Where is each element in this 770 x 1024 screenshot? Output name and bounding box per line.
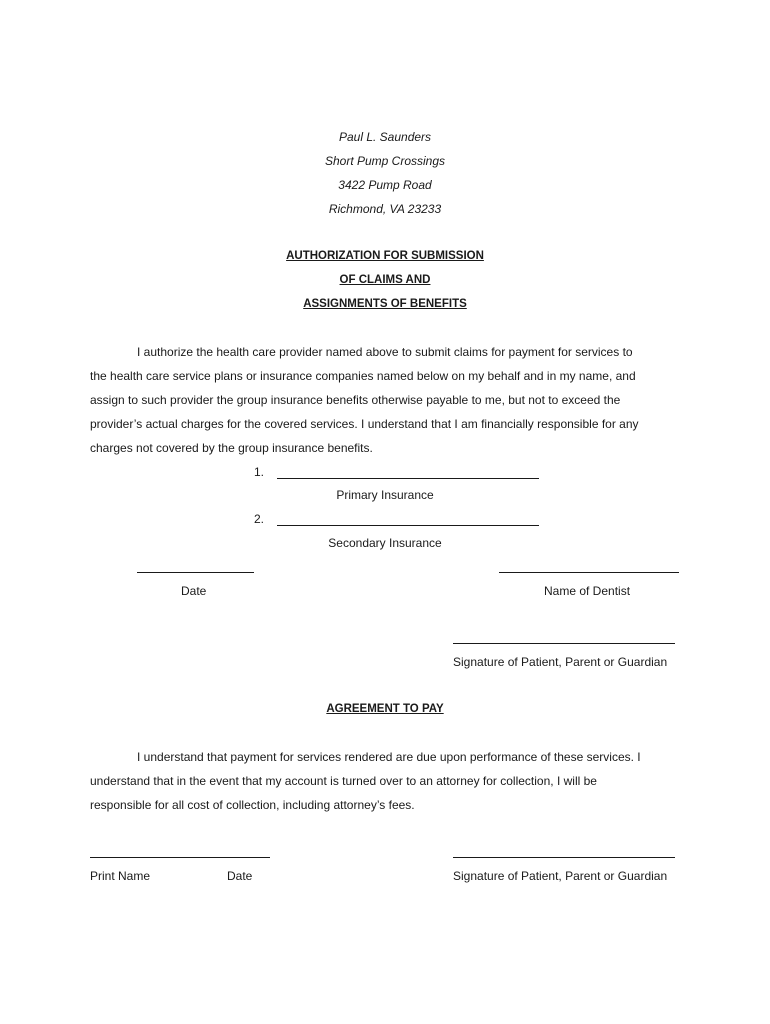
authorization-date-field[interactable] (137, 572, 254, 573)
agreement-signature-field[interactable] (453, 857, 675, 858)
authorization-paragraph-line: I authorize the health care provider named above to submit claims for payment for services to (137, 345, 633, 359)
address-line-3: Richmond, VA 23233 (328, 202, 442, 216)
authorization-title-line-2: OF CLAIMS AND (339, 274, 431, 286)
agreement-paragraph-line: I understand that payment for services rendered are due upon performance of these services. I (137, 750, 641, 764)
dentist-name-field[interactable] (499, 572, 679, 573)
primary-insurance-label: Primary Insurance (336, 488, 434, 502)
authorization-title-line-3: ASSIGNMENTS OF BENEFITS (303, 298, 467, 310)
dentist-name-label: Name of Dentist (544, 584, 631, 598)
authorization-signature-label: Signature of Patient, Parent or Guardian (453, 655, 668, 669)
print-name-label: Print Name (90, 869, 151, 883)
agreement-date-label: Date (227, 869, 253, 883)
authorization-paragraph-line: charges not covered by the group insurance benefits. (90, 441, 373, 455)
practitioner-name: Paul L. Saunders (338, 130, 432, 144)
agreement-signature-label: Signature of Patient, Parent or Guardian (453, 869, 668, 883)
primary-insurance-number: 1. (254, 465, 265, 479)
authorization-paragraph-line: provider’s actual charges for the covered services. I understand that I am financially responsible for any (90, 417, 639, 431)
secondary-insurance-field[interactable] (277, 525, 539, 526)
authorization-paragraph-line: assign to such provider the group insurance benefits otherwise payable to me, but not to exceed the (90, 393, 621, 407)
agreement-paragraph-line: responsible for all cost of collection, including attorney’s fees. (90, 798, 415, 812)
authorization-signature-field[interactable] (453, 643, 675, 644)
agreement-title: AGREEMENT TO PAY (326, 703, 444, 715)
print-name-date-field[interactable] (90, 857, 270, 858)
authorization-date-label: Date (181, 584, 207, 598)
authorization-paragraph-line: the health care service plans or insurance companies named below on my behalf and in my name, and (90, 369, 636, 383)
secondary-insurance-number: 2. (254, 512, 265, 526)
secondary-insurance-label: Secondary Insurance (328, 536, 442, 550)
primary-insurance-field[interactable] (277, 478, 539, 479)
agreement-paragraph-line: understand that in the event that my account is turned over to an attorney for collection, I will be (90, 774, 597, 788)
address-line-2: 3422 Pump Road (338, 178, 432, 192)
address-line-1: Short Pump Crossings (324, 154, 446, 168)
authorization-title-line-1: AUTHORIZATION FOR SUBMISSION (286, 250, 484, 262)
